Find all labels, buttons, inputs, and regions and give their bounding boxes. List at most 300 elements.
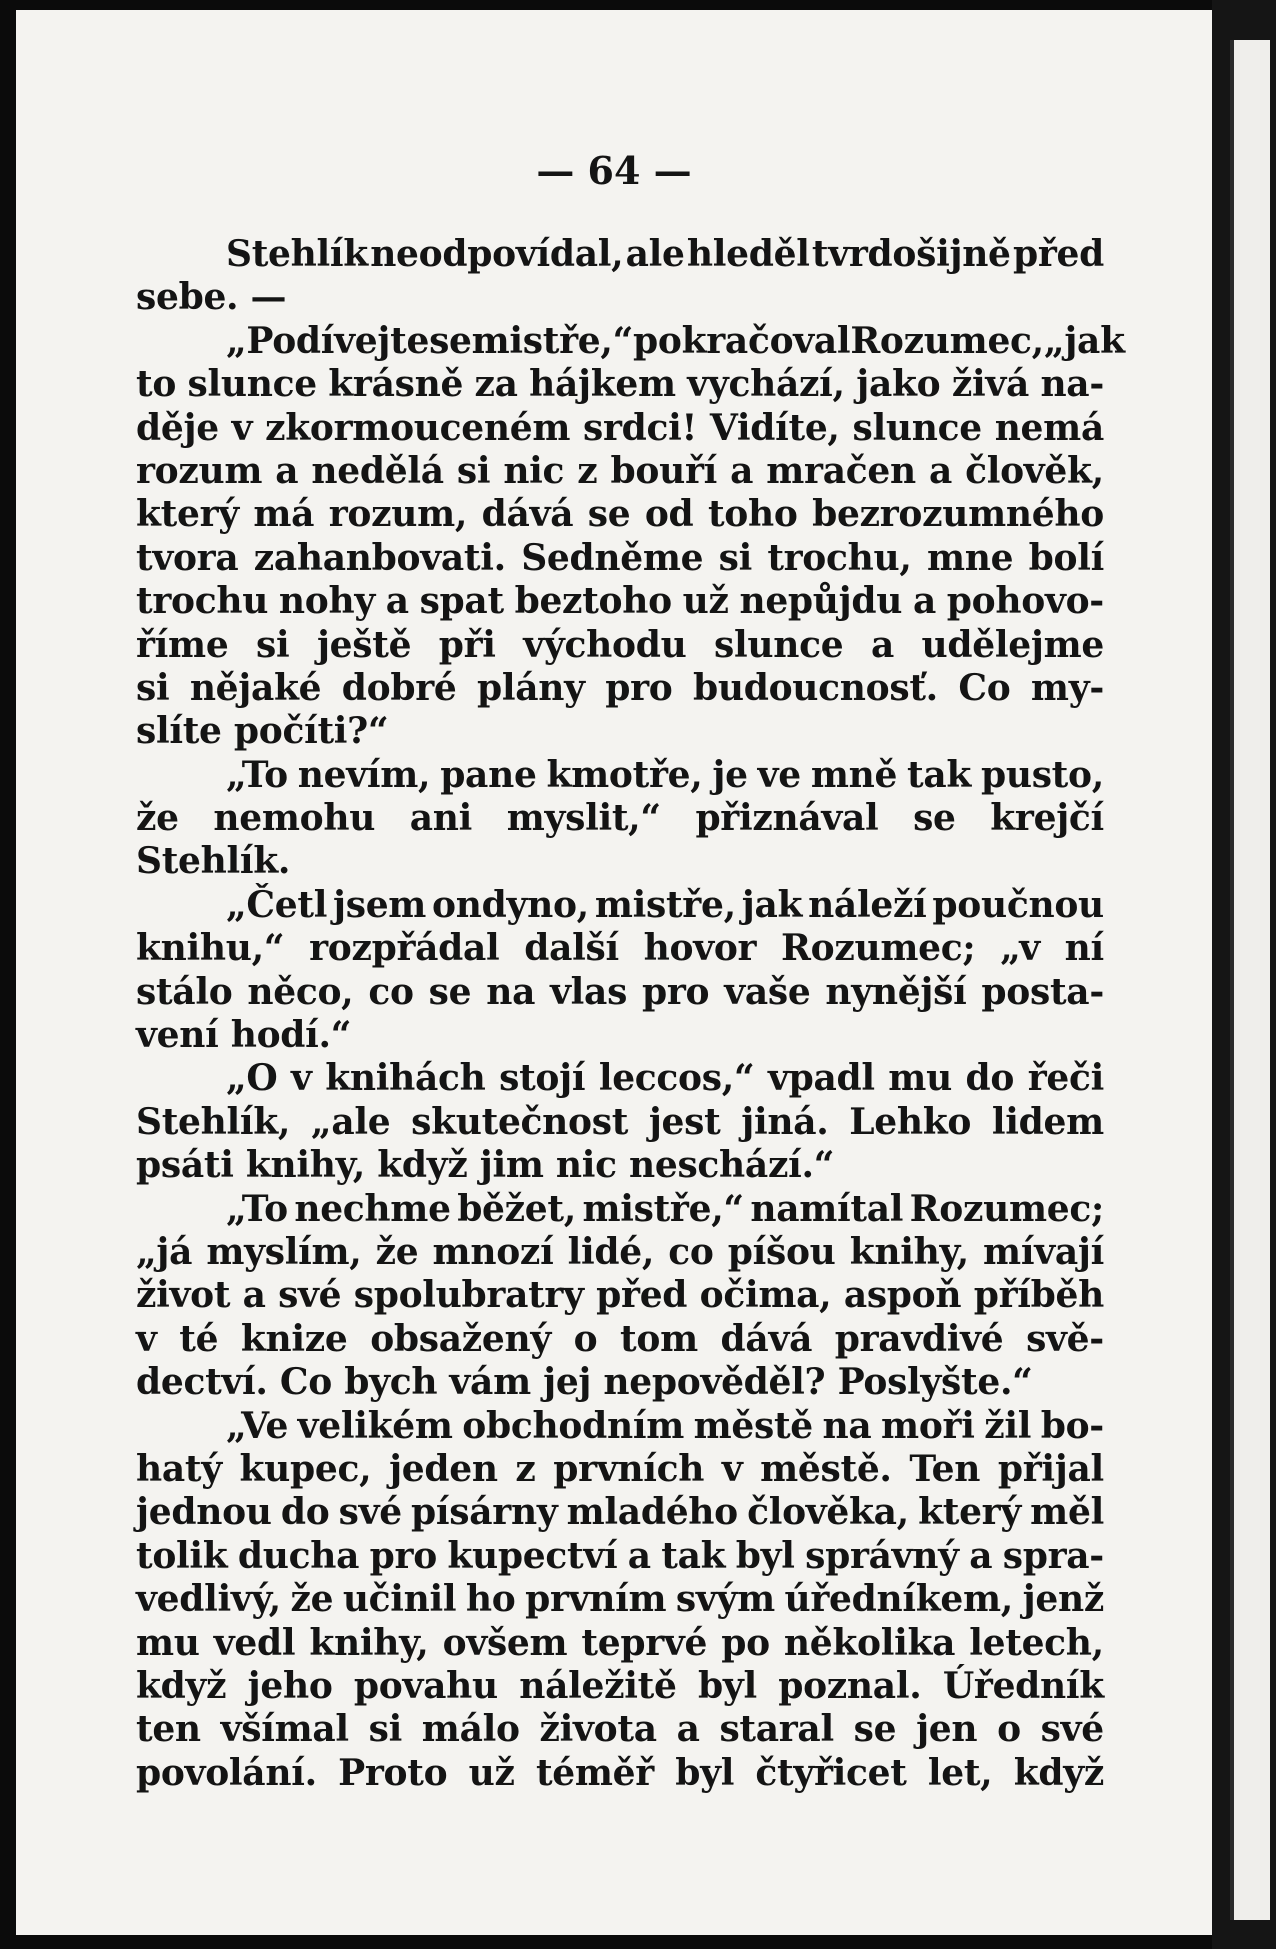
word: trochu, xyxy=(767,536,912,579)
word: teprvé xyxy=(581,1621,708,1664)
word: let, xyxy=(927,1751,993,1794)
word: byl xyxy=(735,1534,795,1577)
page-number: — 64 — xyxy=(536,148,692,193)
word: své xyxy=(338,1491,402,1534)
word: byl xyxy=(675,1751,735,1794)
word: svě- xyxy=(1026,1317,1104,1360)
word: a xyxy=(928,449,952,492)
word: na xyxy=(822,1404,872,1447)
word: to xyxy=(136,363,177,406)
word: „Četl xyxy=(226,883,328,926)
word: několika xyxy=(783,1621,956,1664)
word: co xyxy=(668,1230,714,1273)
word: slunce xyxy=(714,623,844,666)
word: bolí xyxy=(1028,536,1104,579)
word: když xyxy=(1013,1751,1104,1794)
word: z xyxy=(515,1447,536,1490)
word: dává xyxy=(720,1317,813,1360)
word: vedl xyxy=(213,1621,296,1664)
word: „To xyxy=(226,753,288,796)
text-line xyxy=(136,1231,1104,1274)
word: prvním xyxy=(525,1578,667,1621)
word: budoucnosť. xyxy=(692,666,938,709)
word: a xyxy=(242,1274,266,1317)
word: si xyxy=(456,449,491,492)
word: vení xyxy=(136,1014,231,1057)
word: hovor xyxy=(643,927,757,970)
text-line xyxy=(136,1101,1104,1144)
word: písárny xyxy=(411,1491,558,1534)
word: nic xyxy=(555,1144,629,1187)
word: městě xyxy=(693,1404,813,1447)
word: bouří xyxy=(610,449,718,492)
word: jej xyxy=(543,1361,604,1404)
word: vychází, xyxy=(687,363,845,406)
word: lidé, xyxy=(567,1230,655,1273)
word: jeden xyxy=(389,1447,498,1490)
word: se xyxy=(429,319,472,362)
text-line xyxy=(136,1274,1104,1317)
text-line xyxy=(136,840,1104,883)
word: od xyxy=(644,493,694,536)
word: toho xyxy=(707,493,798,536)
word: udělejme xyxy=(921,623,1104,666)
word: Ten xyxy=(909,1447,981,1490)
text-line xyxy=(136,1361,1104,1404)
word: nemá xyxy=(994,406,1104,449)
word: namítal xyxy=(750,1187,904,1230)
text-line xyxy=(136,407,1104,450)
text-line xyxy=(136,1491,1104,1534)
word: Úředník xyxy=(942,1664,1104,1707)
word: aspoň xyxy=(843,1274,962,1317)
word: jen xyxy=(916,1708,978,1751)
word: učinil xyxy=(342,1578,457,1621)
word: mne xyxy=(926,536,1014,579)
word: života xyxy=(539,1708,657,1751)
word: kupectví xyxy=(447,1534,618,1577)
word: myslím, xyxy=(206,1230,362,1273)
word: „To xyxy=(226,1187,288,1230)
word: něco, xyxy=(247,970,354,1013)
text-line xyxy=(136,1708,1104,1751)
word: za xyxy=(474,363,518,406)
word: jest xyxy=(648,1100,721,1143)
word: člověk, xyxy=(965,449,1104,492)
word: nic xyxy=(503,449,565,492)
word: se xyxy=(428,970,472,1013)
word: jenž xyxy=(1022,1578,1104,1621)
word: téměř xyxy=(535,1751,654,1794)
word: žil xyxy=(984,1404,1032,1447)
word: poznal. xyxy=(778,1664,922,1707)
word: na xyxy=(486,970,536,1013)
word: stojí xyxy=(499,1057,586,1100)
word: jsem xyxy=(333,883,427,926)
text-line xyxy=(136,1144,1104,1187)
text-line xyxy=(136,537,1104,580)
word: už xyxy=(682,580,729,623)
word: nemohu xyxy=(213,797,376,840)
word: dobré xyxy=(341,666,457,709)
word: nynější xyxy=(825,970,967,1013)
word: povolání. xyxy=(136,1751,317,1794)
word: své xyxy=(278,1274,342,1317)
text-line xyxy=(136,971,1104,1014)
word: rozum, xyxy=(328,493,468,536)
text-line xyxy=(136,276,1104,319)
word: řeči xyxy=(1027,1057,1104,1100)
word: pravdivé xyxy=(834,1317,1004,1360)
text-line xyxy=(136,1188,1104,1231)
text-line xyxy=(136,1405,1104,1448)
word: říme xyxy=(136,623,229,666)
word: co xyxy=(368,970,414,1013)
text-line xyxy=(136,319,1125,363)
word: mu xyxy=(888,1057,952,1100)
word: jak xyxy=(741,883,803,926)
word: mistře,“ xyxy=(582,1187,744,1230)
word: leccos,“ xyxy=(598,1057,755,1100)
text-line xyxy=(136,493,1104,536)
word: před xyxy=(596,1274,688,1317)
word: „Podívejte xyxy=(226,319,430,362)
word: po xyxy=(721,1621,770,1664)
word: ondyno, xyxy=(432,883,589,926)
word: lidem xyxy=(991,1100,1104,1143)
next-page-edge xyxy=(1230,40,1270,1920)
word: ve xyxy=(757,753,801,796)
word: bo- xyxy=(1040,1404,1104,1447)
word: zahanbovati. xyxy=(253,536,506,579)
word: všímal xyxy=(220,1708,349,1751)
word: srdci! xyxy=(583,406,698,449)
word: vedlivý, xyxy=(136,1578,281,1621)
word: té xyxy=(179,1317,219,1360)
word: ten xyxy=(136,1708,201,1751)
word: kmotře, xyxy=(546,753,703,796)
word: slunce xyxy=(852,406,982,449)
word: prvních xyxy=(553,1447,705,1490)
word: pro xyxy=(605,666,673,709)
word: nepověděl? xyxy=(603,1361,838,1404)
word: před xyxy=(1012,233,1104,275)
word: letech, xyxy=(969,1621,1104,1664)
word: povahu xyxy=(353,1664,498,1707)
word: o xyxy=(997,1708,1021,1751)
word: tvrdošijně xyxy=(811,233,1011,275)
word: o xyxy=(573,1317,598,1360)
word: pohovo- xyxy=(946,580,1104,623)
word: měl xyxy=(1030,1491,1104,1534)
word: hodí.“ xyxy=(230,1014,352,1057)
word: tom xyxy=(620,1317,698,1360)
word: velikém xyxy=(297,1404,453,1447)
word: je xyxy=(712,753,748,796)
word: hatý xyxy=(136,1447,222,1490)
word: Stehlík. xyxy=(136,840,291,883)
word: si xyxy=(368,1708,402,1751)
word: moři xyxy=(881,1404,975,1447)
word: když xyxy=(377,1144,480,1187)
word: východu xyxy=(523,623,687,666)
word: obsažený xyxy=(370,1317,552,1360)
word: život xyxy=(136,1274,231,1317)
word: a xyxy=(969,1534,993,1577)
word: se xyxy=(853,1708,897,1751)
word: z xyxy=(577,449,598,492)
word: nedělá xyxy=(311,449,444,492)
word: hájkem xyxy=(529,363,676,406)
word: když xyxy=(136,1664,227,1707)
word: „Ve xyxy=(226,1404,289,1447)
word: „jak xyxy=(1043,319,1125,362)
word: nějaké xyxy=(189,666,322,709)
word: si xyxy=(256,623,290,666)
book-page xyxy=(16,10,1212,1935)
word: knize xyxy=(240,1317,348,1360)
word: v xyxy=(136,1317,157,1360)
word: že xyxy=(290,1578,334,1621)
word: který xyxy=(136,493,239,536)
text-line xyxy=(136,624,1104,667)
word: mistře, xyxy=(594,883,736,926)
word: nechme xyxy=(294,1187,451,1230)
word: a xyxy=(275,449,299,492)
word: tvora xyxy=(136,536,239,579)
word: Stehlík xyxy=(226,233,368,275)
word: „já xyxy=(136,1230,193,1273)
word: se xyxy=(587,493,631,536)
word: mistře,“ xyxy=(471,319,634,362)
word: Rozumec; xyxy=(909,1187,1104,1230)
word: si xyxy=(718,536,752,579)
text-line xyxy=(136,1448,1104,1491)
word: slíte xyxy=(136,710,234,753)
word: do xyxy=(280,1491,330,1534)
word: a xyxy=(730,449,754,492)
word: spat xyxy=(419,580,504,623)
word: Poslyšte.“ xyxy=(837,1361,1033,1404)
word: krejčí xyxy=(990,797,1104,840)
word: mívají xyxy=(983,1230,1104,1273)
word: živá xyxy=(951,363,1029,406)
text-line xyxy=(136,450,1104,493)
word: knihách xyxy=(325,1057,486,1100)
word: rozpřádal xyxy=(309,927,500,970)
word: ducha xyxy=(237,1534,360,1577)
word: vaše xyxy=(724,970,811,1013)
word: kupec, xyxy=(239,1447,372,1490)
word: slunce xyxy=(187,363,317,406)
word: ovšem xyxy=(442,1621,568,1664)
word: pusto, xyxy=(980,753,1104,796)
word: bych xyxy=(344,1361,450,1404)
word: vlas xyxy=(550,970,628,1013)
word: ní xyxy=(1064,927,1104,970)
text-line xyxy=(136,1578,1104,1621)
word: Lehko xyxy=(849,1100,972,1143)
word: přijal xyxy=(997,1447,1104,1490)
text-line xyxy=(136,1318,1104,1361)
word: — xyxy=(250,276,287,319)
word: vpadl xyxy=(767,1057,875,1100)
word: jim xyxy=(479,1144,556,1187)
text-line xyxy=(136,1622,1104,1665)
word: člověka, xyxy=(747,1491,909,1534)
text-line xyxy=(136,884,1104,927)
word: nevím, xyxy=(297,753,431,796)
word: děje xyxy=(136,406,219,449)
word: náleží xyxy=(808,883,927,926)
word: poučnou xyxy=(932,883,1104,926)
word: skutečnost xyxy=(411,1100,629,1143)
word: neodpovídal, xyxy=(370,233,624,275)
word: úředníkem, xyxy=(784,1578,1014,1621)
word: píšou xyxy=(727,1230,836,1273)
word: a xyxy=(627,1534,651,1577)
word: v xyxy=(721,1447,743,1490)
word: bezrozumného xyxy=(812,493,1104,536)
word: beztoho xyxy=(514,580,672,623)
word: si xyxy=(136,666,170,709)
word: ho xyxy=(465,1578,516,1621)
word: mnozí xyxy=(432,1230,554,1273)
word: mu xyxy=(136,1621,200,1664)
body-text xyxy=(136,233,1125,1795)
word: krásně xyxy=(328,363,464,406)
word: staral xyxy=(719,1708,834,1751)
word: v xyxy=(231,406,253,449)
word: se xyxy=(913,797,956,840)
word: na- xyxy=(1040,363,1104,406)
word: už xyxy=(468,1751,515,1794)
word: při xyxy=(438,623,496,666)
word: knihu,“ xyxy=(136,927,285,970)
word: dává xyxy=(481,493,574,536)
word: knihy, xyxy=(245,1144,378,1187)
text-line xyxy=(136,363,1104,406)
word: správný xyxy=(805,1534,959,1577)
text-line xyxy=(136,1535,1104,1578)
word: „O xyxy=(226,1057,278,1100)
word: spolubratry xyxy=(353,1274,584,1317)
word: „v xyxy=(1000,927,1040,970)
word: Sedněme xyxy=(521,536,704,579)
word: pokračoval xyxy=(633,319,851,362)
word: plány xyxy=(476,666,585,709)
word: stálo xyxy=(136,970,233,1013)
text-line xyxy=(136,1014,1104,1057)
word: očima, xyxy=(699,1274,832,1317)
word: svým xyxy=(675,1578,775,1621)
word: neschází.“ xyxy=(628,1144,835,1187)
word: Stehlík, xyxy=(136,1100,291,1143)
word: spra- xyxy=(1002,1534,1104,1577)
word: málo xyxy=(421,1708,520,1751)
text-line xyxy=(136,580,1104,623)
word: tak xyxy=(661,1534,726,1577)
word: do xyxy=(965,1057,1015,1100)
word: mračen xyxy=(766,449,916,492)
word: pane xyxy=(440,753,537,796)
word: další xyxy=(524,927,619,970)
word: zkormouceném xyxy=(265,406,571,449)
word: knihy, xyxy=(849,1230,969,1273)
word: Proto xyxy=(338,1751,448,1794)
word: Co xyxy=(279,1361,345,1404)
word: počíti?“ xyxy=(233,710,389,753)
word: jako xyxy=(856,363,941,406)
word: že xyxy=(375,1230,419,1273)
word: byl xyxy=(697,1664,757,1707)
word: ani xyxy=(409,797,473,840)
text-line xyxy=(136,1752,1104,1795)
word: rozum xyxy=(136,449,263,492)
word: dectví. xyxy=(136,1361,280,1404)
word: hleděl xyxy=(686,233,810,275)
text-line xyxy=(136,1665,1104,1708)
word: tak xyxy=(907,753,972,796)
word: běžet, xyxy=(457,1187,576,1230)
word: knihy, xyxy=(309,1621,429,1664)
word: své xyxy=(1040,1708,1104,1751)
word: tolik xyxy=(136,1534,228,1577)
word: pro xyxy=(642,970,710,1013)
word: čtyřicet xyxy=(755,1751,907,1794)
word: který xyxy=(918,1491,1021,1534)
word: náležitě xyxy=(519,1664,677,1707)
word: že xyxy=(136,797,179,840)
word: ještě xyxy=(316,623,412,666)
word: obchodním xyxy=(462,1404,684,1447)
word: má xyxy=(253,493,315,536)
word: jednou xyxy=(136,1491,272,1534)
word: nohy xyxy=(278,580,375,623)
word: Co xyxy=(958,666,1011,709)
word: přiznával xyxy=(695,797,879,840)
word: sebe. xyxy=(136,276,251,319)
word: Vidíte, xyxy=(709,406,840,449)
word: ale xyxy=(625,233,685,275)
word: trochu xyxy=(136,580,269,623)
text-line xyxy=(136,754,1104,797)
text-line xyxy=(136,710,1104,753)
word: posta- xyxy=(981,970,1104,1013)
word: a xyxy=(385,580,409,623)
word: jiná. xyxy=(741,1100,829,1143)
word: a xyxy=(870,623,894,666)
text-line xyxy=(136,233,1104,276)
word: pro xyxy=(369,1534,437,1577)
word: Rozumec, xyxy=(850,319,1044,362)
text-line xyxy=(136,927,1104,970)
word: mně xyxy=(810,753,898,796)
word: psáti xyxy=(136,1144,246,1187)
word: vám xyxy=(449,1361,544,1404)
word: v xyxy=(291,1057,312,1100)
word: jeho xyxy=(247,1664,333,1707)
word: městě. xyxy=(760,1447,892,1490)
word: „ale xyxy=(310,1100,391,1143)
word: nepůjdu xyxy=(739,580,903,623)
word: mladého xyxy=(566,1491,738,1534)
word: a xyxy=(676,1708,700,1751)
word: Rozumec; xyxy=(781,927,976,970)
word: a xyxy=(912,580,936,623)
text-line xyxy=(136,667,1104,710)
text-line xyxy=(136,797,1104,840)
